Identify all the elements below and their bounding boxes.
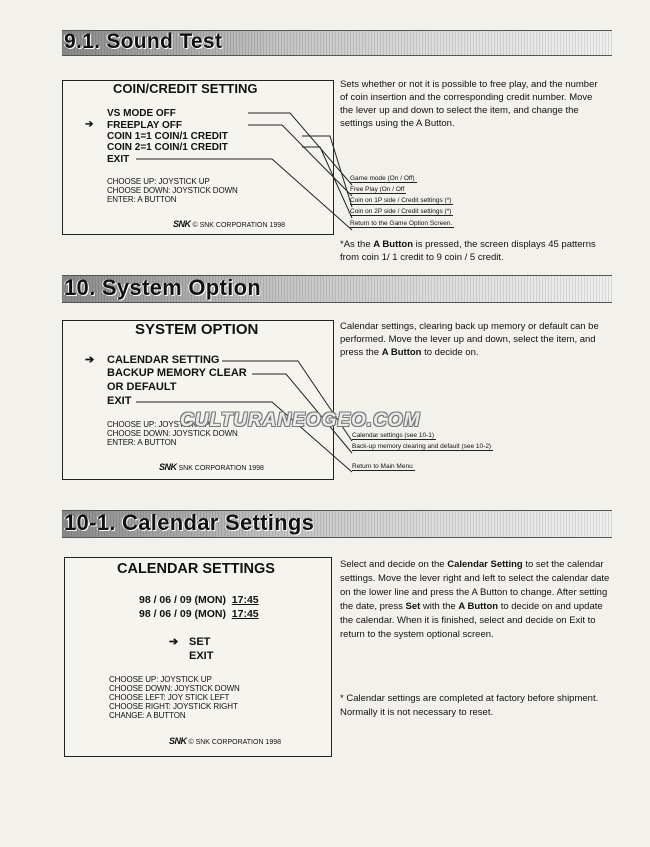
callout-return-main: Return to Main Menu [352, 463, 413, 470]
control-hint: CHOOSE DOWN: JOYSTICK DOWN [107, 186, 238, 195]
callout-free-play: Free Play (On / Off [350, 186, 405, 193]
coin-credit-screen [62, 80, 334, 235]
control-hint: CHOOSE RIGHT: JOYSTICK RIGHT [109, 702, 238, 711]
screen-title: SYSTEM OPTION [135, 321, 259, 338]
coin-credit-note: *As the A Button is pressed, the screen displays 45 patterns from coin 1/ 1 credit to 9 coin / 5 credit. [340, 239, 596, 263]
callout-calendar: Calendar settings (see 10-1) [352, 432, 435, 439]
menu-item-default: OR DEFAULT [107, 381, 177, 393]
screen-title: COIN/CREDIT SETTING [113, 81, 258, 96]
callout-coin-1p: Coin on 1P side / Credit settings (*) [350, 197, 452, 204]
menu-item-vs-mode: VS MODE OFF [107, 108, 176, 119]
system-option-screen [62, 320, 334, 480]
control-hint: CHOOSE UP: JOYSTICK UP [107, 177, 210, 186]
section-banner-calendar [62, 510, 612, 538]
calendar-note: * Calendar settings are completed at factory before shipment. Normally it is not necessary to reset. [340, 693, 599, 718]
copyright-footer [173, 219, 285, 229]
control-hint: CHOOSE LEFT: JOY STICK LEFT [109, 693, 230, 702]
copyright-text: SNK CORPORATION 1998 [178, 465, 264, 472]
menu-item-exit: EXIT [189, 650, 214, 662]
control-hint: ENTER: A BUTTON [107, 195, 177, 204]
menu-item-freeplay: FREEPLAY OFF [107, 120, 183, 131]
section-heading: 10-1. Calendar Settings [64, 510, 315, 535]
callout-return: Return to the Game Option Screen. [350, 220, 453, 227]
control-hint: CHANGE: A BUTTON [109, 711, 186, 720]
calendar-settings-screen [64, 557, 332, 757]
watermark: CULTURANEOGEO.COM [180, 410, 421, 431]
callout-coin-2p: Coin on 2P side / Credit settings (*) [350, 208, 452, 215]
coin-credit-description: Sets whether or not it is possible to free play, and the number of coin insertion and the corresponding credit number. Move the lever up and down to select the item, and change the settings using the A Button. [340, 79, 598, 129]
copyright-text: © SNK CORPORATION 1998 [188, 739, 282, 746]
snk-logo: SNK [173, 219, 191, 229]
snk-logo: SNK [159, 462, 177, 472]
arrow-right-icon: ➔ [169, 636, 179, 648]
section-heading: 9.1. Sound Test [64, 30, 223, 53]
edit-datetime: 98 / 06 / 09 (MON) 17:45 [139, 608, 259, 620]
menu-item-set: SET [189, 636, 211, 648]
copyright-footer [159, 462, 264, 472]
control-hint: CHOOSE DOWN: JOYSTICK DOWN [107, 429, 238, 438]
copyright-footer [169, 736, 281, 746]
menu-item-coin-2: COIN 2=1 COIN/1 CREDIT [107, 142, 228, 153]
control-hint: ENTER: A BUTTON [107, 438, 177, 447]
copyright-text: © SNK CORPORATION 1998 [192, 222, 286, 229]
control-hint: CHOOSE UP: JOYSTICK UP [107, 420, 210, 429]
callout-backup: Back-up memory clearing and default (see 10-2) [352, 443, 492, 450]
menu-item-exit: EXIT [107, 395, 132, 407]
menu-item-exit: EXIT [107, 154, 130, 165]
screen-title: CALENDAR SETTINGS [117, 561, 275, 577]
control-hint: CHOOSE DOWN: JOYSTICK DOWN [109, 684, 240, 693]
section-banner-sound-test [62, 30, 612, 56]
arrow-right-icon: ➔ [85, 119, 94, 130]
section-banner-system-option [62, 275, 612, 303]
current-datetime: 98 / 06 / 09 (MON) 17:45 [139, 594, 259, 606]
control-hint: CHOOSE UP: JOYSTICK UP [109, 675, 212, 684]
menu-item-coin-1: COIN 1=1 COIN/1 CREDIT [107, 131, 228, 142]
calendar-description: Select and decide on the Calendar Setting to set the calendar settings. Move the lever right and left to select the calendar date on the lower line and press the A Button to change. After setting the date, press Set with the A Button to decide on and update the calendar. When it is finished, select and decide on Exit to return to the system optional screen. [340, 559, 610, 640]
snk-logo: SNK [169, 736, 187, 746]
system-option-description: Calendar settings, clearing back up memory or default can be performed. Move the lever up and down, select the item, and press the A Button to decide on. [340, 321, 599, 358]
menu-item-backup: BACKUP MEMORY CLEAR [107, 367, 247, 379]
callout-game-mode: Game mode (On / Off) [350, 175, 415, 182]
arrow-right-icon: ➔ [85, 354, 95, 366]
section-heading: 10. System Option [64, 275, 262, 300]
menu-item-calendar: CALENDAR SETTING [107, 354, 220, 366]
